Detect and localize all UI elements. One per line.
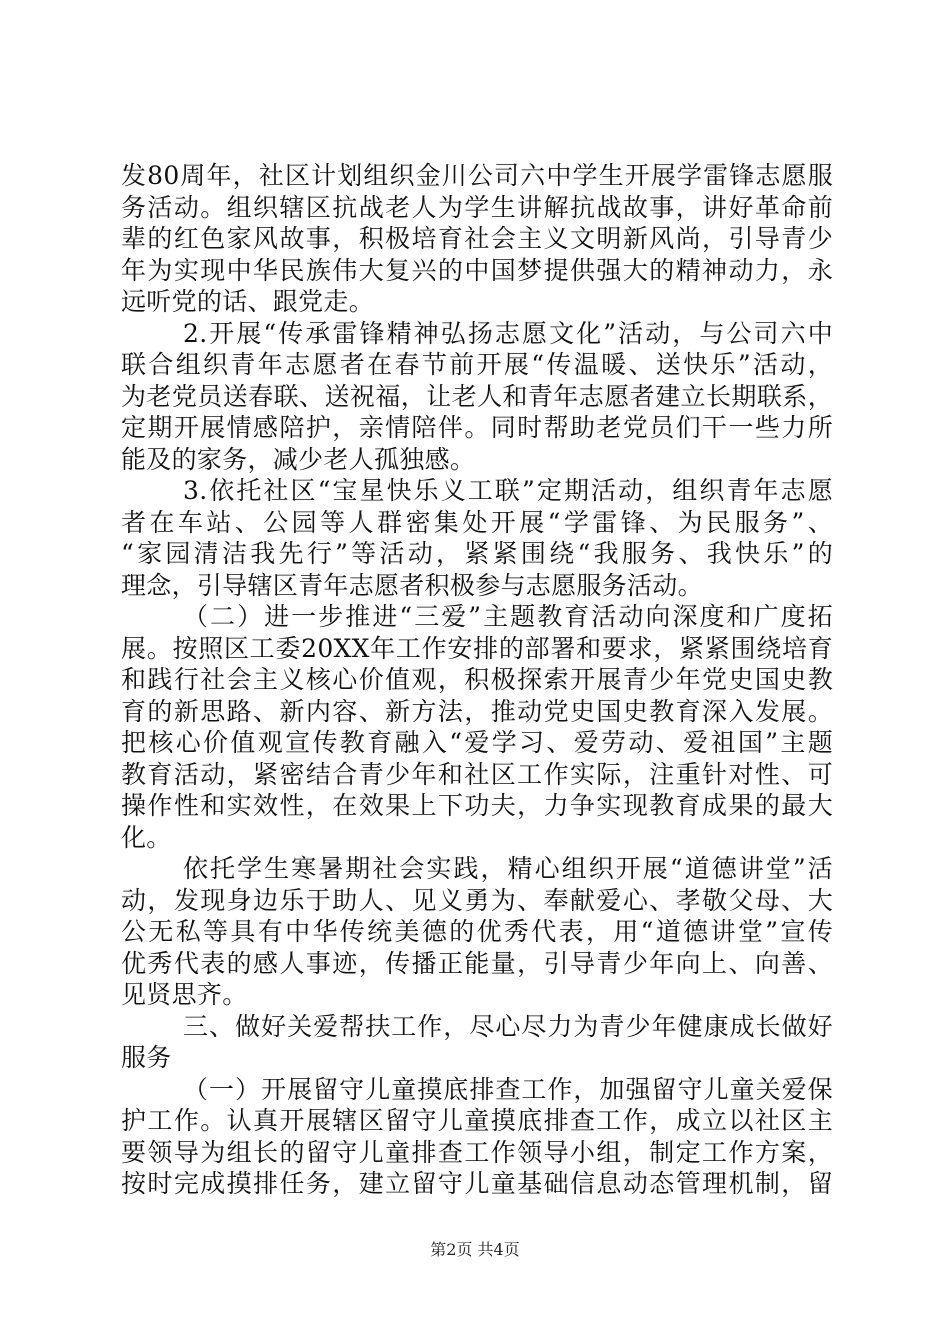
- text-line: 联合组织青年志愿者在春节前开展“传温暖、送快乐”活动，: [121, 350, 833, 379]
- text-line: 教育活动，紧密结合青少年和社区工作实际，注重针对性、可: [121, 759, 833, 789]
- text-line: 定期开展情感陪护，亲情陪伴。同时帮助老党员们干一些力所: [121, 413, 833, 442]
- text-line: 理念，引导辖区青年志愿者积极参与志愿服务活动。: [121, 570, 703, 600]
- text-line: “家园清洁我先行”等活动，紧紧围绕“我服务、我快乐”的: [121, 539, 833, 568]
- text-line: 年为实现中华民族伟大复兴的中国梦提供强大的精神动力，永: [121, 255, 833, 285]
- page-footer: 第2页 共4页: [430, 1240, 520, 1259]
- text-line: 公无私等具有中华传统美德的优秀代表，用“道德讲堂”宣传: [121, 917, 833, 946]
- text-line: 三、做好关爱帮扶工作，尽心尽力为青少年健康成长做好: [183, 1011, 833, 1041]
- text-line: 育的新思路、新内容、新方法，推动党史国史教育深入发展。: [121, 696, 833, 726]
- text-line: （二）进一步推进“三爱”主题教育活动向深度和广度拓: [183, 602, 833, 631]
- text-line: 远听党的话、跟党走。: [121, 287, 375, 316]
- text-line: 把核心价值观宣传教育融入“爱学习、爱劳动、爱祖国”主题: [121, 728, 833, 757]
- text-line: 依托学生寒暑期社会实践，精心组织开展“道德讲堂”活: [183, 854, 833, 883]
- text-line: 辈的红色家风故事，积极培育社会主义文明新风尚，引导青少: [121, 224, 833, 253]
- text-line: 者在车站、公园等人群密集处开展“学雷锋、为民服务”、: [121, 507, 833, 537]
- text-line: 操作性和实效性，在效果上下功夫，力争实现教育成果的最大: [121, 791, 833, 820]
- text-line: 护工作。认真开展辖区留守儿童摸底排查工作，成立以社区主: [121, 1106, 833, 1135]
- text-line: 发80周年，社区计划组织金川公司六中学生开展学雷锋志愿服: [121, 161, 833, 190]
- text-line: 化。: [121, 822, 172, 852]
- text-line: 2.开展“传承雷锋精神弘扬志愿文化”活动，与公司六中: [183, 318, 833, 348]
- text-line: 能及的家务，减少老人孤独感。: [121, 444, 476, 474]
- text-line: 和践行社会主义核心价值观，积极探索开展青少年党史国史教: [121, 665, 833, 694]
- text-line: 按时完成摸排任务，建立留守儿童基础信息动态管理机制，留: [121, 1169, 833, 1198]
- text-line: 为老党员送春联、送祝福，让老人和青年志愿者建立长期联系，: [121, 381, 833, 411]
- text-line: 3.依托社区“宝星快乐义工联”定期活动，组织青年志愿: [183, 476, 833, 505]
- text-line: （一）开展留守儿童摸底排查工作，加强留守儿童关爱保: [183, 1074, 833, 1104]
- text-line: 动，发现身边乐于助人、见义勇为、奉献爱心、孝敬父母、大: [121, 885, 833, 915]
- text-line: 要领导为组长的留守儿童排查工作领导小组，制定工作方案，: [121, 1137, 833, 1167]
- text-line: 见贤思齐。: [121, 980, 248, 1009]
- text-line: 服务: [121, 1043, 172, 1072]
- text-line: 优秀代表的感人事迹，传播正能量，引导青少年向上、向善、: [121, 948, 833, 978]
- text-line: 展。按照区工委20XX年工作安排的部署和要求，紧紧围绕培育: [121, 633, 833, 663]
- document-body: [121, 160, 833, 1200]
- text-line: 务活动。组织辖区抗战老人为学生讲解抗战故事，讲好革命前: [121, 192, 833, 222]
